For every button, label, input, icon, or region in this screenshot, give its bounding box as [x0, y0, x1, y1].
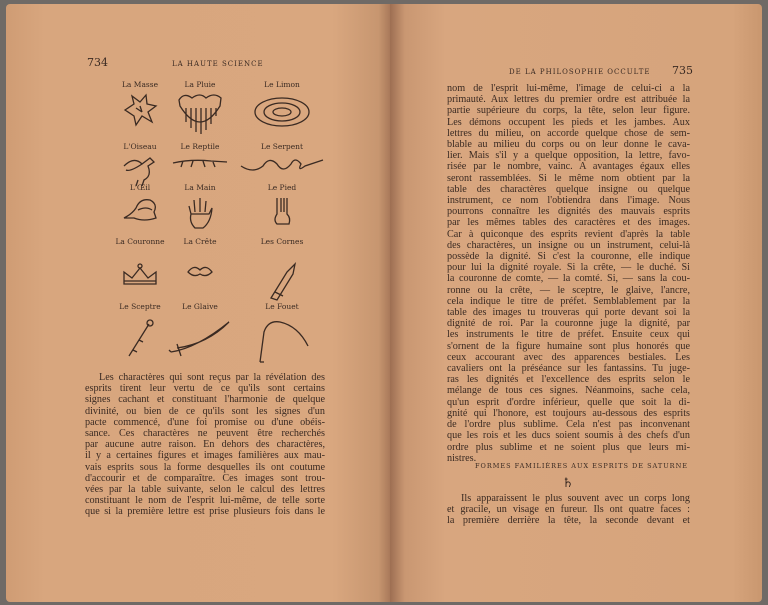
- figure-illustration-icon: [167, 318, 233, 362]
- text-line: il y a certaines figures et images familières aux mau-: [85, 450, 325, 462]
- text-line: cavaliers ont la préséance sur les fantassins. Tu juge-: [447, 363, 690, 375]
- figure-illustration-icon: [186, 262, 214, 284]
- left-body-text: [85, 372, 325, 518]
- text-line: mélange de tous ces signes. Néanmoins, sache cela,: [447, 385, 690, 397]
- text-line: blable au milieu du corps ou on leur donne le cava-: [447, 139, 690, 151]
- text-line: qu'un esprit d'ordre inférieur, quelle que soit la di-: [447, 396, 690, 408]
- text-line: que les rois et les ducs soient soumis à des chefs d'un: [447, 430, 690, 442]
- text-line: seront rassemblées. Si le même nom obtient par la: [447, 172, 690, 184]
- section-heading: FORMES FAMILIÈRES AUX ESPRITS DE SATURNE: [475, 462, 689, 470]
- figure-illustration-icon: [239, 154, 325, 178]
- saturn-symbol: ♄: [562, 476, 574, 491]
- figure-label: Le Pied: [267, 183, 297, 192]
- figure-illustration-icon: [254, 318, 310, 368]
- text-line: par aucune autre raison. En dehors des charactères,: [85, 439, 325, 451]
- figure-label: L'Œil: [129, 183, 151, 192]
- right-body-text: [447, 83, 690, 464]
- text-line: dignité de roi. Par la couronne juge la dignité, par: [447, 318, 690, 330]
- text-line: pour lui la dignité royale. Si la crête, — le duché. Si: [447, 262, 690, 274]
- text-line: partie supérieure du corps, la tête, selon leur figure.: [447, 105, 690, 117]
- text-line: d'accourir et de comparaître. Ces images sont trou-: [85, 472, 325, 484]
- text-line: instrument, ce nom l'obtiendra dans l'image. Nous: [447, 195, 690, 207]
- figure-illustration-icon: [185, 196, 215, 234]
- section-body-text: [447, 493, 690, 527]
- figure-label: La Pluie: [184, 80, 216, 89]
- text-line: ronne ou la crête, — le sceptre, le glaive, l'ancre,: [447, 284, 690, 296]
- text-line: Les charactères qui sont reçus par la révélation des: [99, 372, 325, 383]
- text-line: primauté. Aux lettres du premier ordre est attribuée la: [447, 94, 690, 106]
- text-line: gnité qui l'honore, est toujours au-dessous des esprits: [447, 407, 690, 419]
- text-line: Car à quiconque des esprits revient d'après la table: [447, 228, 690, 240]
- text-line: Ils apparaissent le plus souvent avec un corps long: [461, 493, 690, 504]
- figure-label: Le Limon: [264, 80, 300, 89]
- text-line: vais esprits sous la forme desquelles ils ont coutume: [85, 461, 325, 473]
- text-line: la première derrière la tête, la seconde devant et: [447, 515, 690, 527]
- figure-illustration-icon: [252, 92, 312, 136]
- text-line: pourrons connaître les dignités des mauvais esprits: [447, 206, 690, 218]
- figure-label: L'Oiseau: [123, 142, 157, 151]
- text-line: signes cachant et constituant l'harmonie de quelque: [85, 394, 325, 406]
- text-line: de l'ordre plus sublime. Cela n'est pas inconvenant: [447, 419, 690, 431]
- figure-label: Le Sceptre: [119, 302, 161, 311]
- figure-label: Le Reptile: [180, 142, 220, 151]
- figure-illustration-icon: [120, 262, 160, 292]
- figure-illustration-icon: [125, 318, 155, 362]
- text-line: vées par la table suivante, selon le calcul des lettres: [85, 484, 325, 496]
- text-line: esprits tirent leur vertu de ce qu'ils sont certains: [85, 383, 325, 395]
- text-line: cela indique le titre de préfet. Semblablement par la: [447, 295, 690, 307]
- text-line: ras les dignités et l'excellence des esprits selon le: [447, 374, 690, 386]
- figure-label: La Couronne: [115, 237, 165, 246]
- text-line: et gracile, un visage en fureur. Ils ont quatre faces :: [447, 504, 690, 516]
- figure-label: La Crête: [183, 237, 217, 246]
- text-line: Les démons occupent les pieds et les jambes. Aux: [447, 116, 690, 128]
- figure-label: La Masse: [121, 80, 159, 89]
- figure-illustration-icon: [120, 92, 160, 132]
- text-line: lier. Mais s'il y a quelque opposition, la lettre, favo-: [447, 150, 690, 162]
- text-line: nom de l'esprit lui-même, l'image de celui-ci a la: [447, 83, 690, 94]
- text-line: possède la dignité. Si c'est la couronne, elle indique: [447, 251, 690, 263]
- text-line: ordre plus sublime et ne soient plus que leurs mi-: [447, 441, 690, 453]
- right-page-number: 735: [672, 64, 693, 77]
- text-line: les instruments le titre de préfet. Ensuite ceux qui: [447, 329, 690, 341]
- text-line: par les mêmes tables des caractères et des images.: [447, 217, 690, 229]
- figure-illustration-icon: [176, 92, 224, 140]
- figure-label: Le Fouet: [265, 302, 299, 311]
- right-running-head: DE LA PHILOSOPHIE OCCULTE: [509, 68, 651, 76]
- figure-illustration-icon: [265, 262, 299, 306]
- figure-illustration-icon: [271, 196, 293, 230]
- left-running-head: LA HAUTE SCIENCE: [172, 60, 264, 68]
- figure-label: Le Glaive: [182, 302, 218, 311]
- text-line: risée par le nombre, vainc. A avantages égaux elles: [447, 161, 690, 173]
- figure-label: La Main: [184, 183, 216, 192]
- text-line: nistres.: [447, 452, 477, 464]
- text-line: table des charactères quelque insigne ou quelque: [447, 183, 690, 195]
- text-line: s'ornent de la figure humaine sont plus honorés que: [447, 340, 690, 352]
- figure-illustration-icon: [171, 154, 229, 173]
- text-line: sance. Ces charactères ne peuvent être recherchés: [85, 428, 325, 440]
- text-line: la couronne de comte, — la comté. Si, — sans la cou-: [447, 273, 690, 285]
- figure-label: Le Serpent: [260, 142, 304, 151]
- text-line: divinité, ou bien de ce qu'ils sont les signes d'un: [85, 405, 325, 417]
- text-line: des charactères, un insigne ou un instrument, celui-là: [447, 239, 690, 251]
- text-line: que si la première lettre est prise plusieurs fois dans le: [85, 506, 325, 518]
- figure-illustration-icon: [120, 196, 160, 228]
- figure-label: Les Cornes: [260, 237, 304, 246]
- text-line: table des images tu trouveras qui porte devant soi la: [447, 307, 690, 319]
- text-line: constituant le nom de l'esprit lui-même, de telle sorte: [85, 495, 325, 507]
- text-line: ceux accourant avec des apparences bestiales. Les: [447, 351, 690, 363]
- text-line: lettres du milieu, on accorde quelque chose de sem-: [447, 127, 690, 139]
- left-page-number: 734: [87, 56, 108, 69]
- text-line: pacte commencé, d'une foi promise ou d'une obéis-: [85, 416, 325, 428]
